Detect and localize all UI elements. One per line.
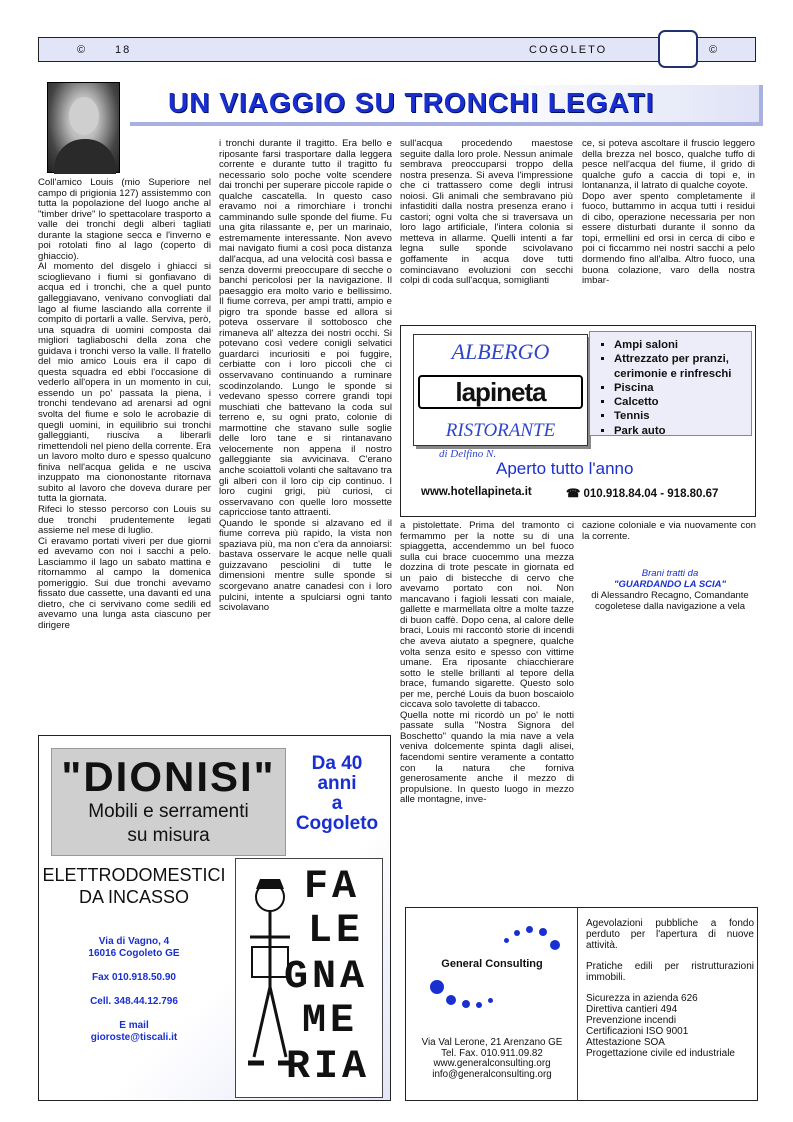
article-column-3b <box>400 521 574 806</box>
gc-email[interactable]: info@generalconsulting.org <box>432 1069 552 1081</box>
dionisi-name: "DIONISI" <box>61 753 276 800</box>
list-item: Direttiva cantieri 494 <box>586 1004 678 1015</box>
source-label: Brani tratti da <box>641 568 699 579</box>
albergo-phone: ☎ 010.918.84.04 - 918.80.67 <box>566 488 719 500</box>
article-title: UN VIAGGIO SU TRONCHI LEGATI <box>168 87 655 118</box>
open-all-year: Aperto tutto l'anno <box>496 459 634 478</box>
article-column-1 <box>38 178 211 632</box>
art-letters: ME <box>302 999 359 1044</box>
column-text: i tronchi durante il tragitto. Era bello e riposante farsi trasportare dalla leggera corrente e durante tutto il tragitto fu necessario solo poche volte scendere dai tronchi per superare piccole rapide o qualche cascatella. In questo caso eravamo noi a rimorchiare i tronchi camminando sulle sponde del fiume. Fu una gita rilassante e, per un marinaio, estremamente interessante. Non avevo mai navigato fiumi a così poca distanza dall'acqua, ad una velocità così bassa e senza dovermi preoccupare di secche o banchi pericolosi per la navigazione. Il paesaggio era molto vario e bellissimo. Il fiume correva, per ampi tratti, ampio e pigro tra sponde basse ed allora si poteva osservare il sottobosco che rimaneva all' altezza dei nostri occhi. Si potevano così vedere conigli selvatici guardarci incuriositi e poi fuggire, cerbiatte con i loro piccoli che ci osservavano continuando a ruminare scodinzolando. Lungo le sponde si vedevano spesso correre grandi topi muschiati che battevano la coda sul terreno e, su ogni prato, colonie di marmottine che stavano sulle soglie delle loro tane e si rintanavano velocemente non appena il nostro galleggiante sia avvicinava. C'erano anche scoiattoli volanti che saltavano tra gli alberi con il loro cip cip continuo. I loro cugini grigi, più curiosi, ci osservavano con quelle loro mossette capricciose tanto attraenti. Quando le sponde si alzavano ed il fiume correva più rapido, la vista non spaziava più, ma non c'era da annoiarsi: bastava osservare le acque nelle quali guizzavano pesciolini di tutte le dimensioni mentre sulle sponde si scorgevano anatre canadesi con i loro pulcini, intente a spulciarsi ogni tanto scivolavano <box>219 138 392 614</box>
email-label: E mail <box>119 1020 149 1031</box>
author-photo <box>47 82 120 173</box>
appliances-heading <box>39 864 229 908</box>
gc-address-line: Via Val Lerone, 21 Arenzano GE <box>421 1037 563 1048</box>
list-item: cerimonie e rinfreschi <box>614 367 732 380</box>
column-text: sull'acqua procedendo maestose seguite dalla loro prole. Nessun animale sembrava preoccuparsi troppo della nostra presenza. Si aveva l'impressione che ci trattassero come degli intrusi noiosi. Gli animali che sembravano più infastiditi dalla nostra presenza erano i castori; ogni volta che si traversava un loro lago artificiale, l'intera colonia si metteva in allarme. Quelli intenti a far legna sulle sponde scivolavano goffamente in acqua dove tutti cominciavano evoluzioni con secchi colpi di coda sull'acqua, somiglianti <box>400 138 573 287</box>
source-author: di Alessandro Recagno, Comandante cogoletese dalla navigazione a vela <box>591 590 749 612</box>
art-letters: RIA <box>286 1045 371 1090</box>
list-item: ▪ Piscina <box>614 381 747 395</box>
dionisi-years <box>287 754 387 834</box>
page-number: 18 <box>115 44 132 56</box>
art-letters: GNA <box>284 955 369 1000</box>
list-item: Attestazione SOA <box>586 1037 665 1048</box>
dionisi-contact <box>49 936 219 1056</box>
page-header <box>38 37 756 62</box>
list-item: Certificazioni ISO 9001 <box>586 1026 689 1037</box>
column-text: cazione coloniale e via nuovamente con la corrente. <box>582 520 756 542</box>
albergo-top-text: ALBERGO <box>451 339 550 364</box>
general-consulting-ad <box>405 907 758 1101</box>
fax: Fax 010.918.50.90 <box>92 972 176 983</box>
header-decor-box <box>658 30 698 68</box>
gc-phone: Tel. Fax. 010.911.09.82 <box>441 1047 543 1059</box>
dionisi-sub1: Mobili e serramenti <box>88 801 249 822</box>
gc-paragraph: Pratiche edili per ristrutturazioni immobili. <box>586 961 754 983</box>
dionisi-sub2: su misura <box>127 825 210 846</box>
column-text: a pistolettate. Prima del tramonto ci fermammo per la notte su di una spiaggetta, accendemmo un bel fuoco sulla cui brace cuocemmo una mezza dozzina di trote pescate in giornata ed un paio di bistecche di cervo che avevamo portato con noi. Non mancavano i fagioli lessati con maiale, gallette e marmellata oltre a molte tazze di buon caffè. Dopo cena, al calore delle braci, Louis mi raccontò storie di incendi che aveva aiutato a spegnere, qualche volta senza esito e spesso con vittime umane. Era riposante chiacchierare sotto le stelle brillanti al tepore della brace, fumando sigarette. Questo solo per me, perché Louis da buon boscaiolo ciccava solo tavolette di tabacco. Quella notte mi ricordò un po' le notti passate sulla "Nostra Signora del Boschetto" quando la mia nave a vela veniva dolcemente spinta dagli alisei, facendomi sentire veramente a contatto con la natura che forniva generosamente anche il mezzo di propulsione. In questo luogo in mezzo alle montagne, inve- <box>400 520 574 806</box>
list-item: Prevenzione incendi <box>586 1015 677 1026</box>
copyright-right: © <box>709 44 720 56</box>
copyright-left: © <box>77 44 88 56</box>
gc-services <box>586 918 754 1059</box>
years-line: Cogoleto <box>295 813 379 834</box>
albergo-ad <box>400 325 756 517</box>
address-line: 16016 Cogoleto GE <box>88 948 180 959</box>
gc-website[interactable]: www.generalconsulting.org <box>433 1058 551 1070</box>
gc-name: General Consulting <box>441 958 543 970</box>
article-column-3 <box>400 139 573 287</box>
article-column-4 <box>582 139 755 287</box>
albergo-logo <box>413 334 588 446</box>
article-source <box>582 568 758 612</box>
list-item: ▪ Calcetto <box>614 395 747 409</box>
title-banner <box>130 85 763 126</box>
list-item: ▪ Ampi saloni <box>614 338 747 352</box>
article-column-4b <box>582 521 756 542</box>
gc-logo-panel <box>406 908 578 1100</box>
list-item: Progettazione civile ed industriale <box>586 1048 735 1059</box>
list-item: ▪ Park auto <box>614 424 747 438</box>
address-line: Via di Vagno, 4 <box>98 936 170 947</box>
list-item: Sicurezza in azienda 626 <box>586 993 698 1004</box>
dionisi-ad <box>38 735 391 1101</box>
gc-paragraph: Agevolazioni pubbliche a fondo perduto per l'apertura di nuove attività. <box>586 918 754 951</box>
article-column-2 <box>219 139 392 614</box>
services-list <box>589 331 752 436</box>
header-title: COGOLETO <box>529 44 608 56</box>
art-letters: FA <box>304 865 361 910</box>
albergo-website[interactable]: www.hotellapineta.it <box>421 486 532 498</box>
art-letters: LE <box>308 909 365 954</box>
years-line: anni <box>317 773 357 794</box>
cell: Cell. 348.44.12.796 <box>90 996 178 1007</box>
lapineta-wordmark: lapineta <box>418 375 583 409</box>
ristorante-text: RISTORANTE <box>445 420 556 441</box>
gc-address <box>406 1038 578 1081</box>
email[interactable]: gioroste@tiscali.it <box>90 1032 178 1043</box>
column-text: ce, si poteva ascoltare il fruscio leggero della brezza nel bosco, qualche tuffo di pesce nell'acqua del fiume, il grido di qualche gufo a caccia di topi e, in lontananza, il latrato di qualche coyote. Dopo aver spento completamente il fuoco, buttammo in acqua tutti i residui di cibo, operazione necessaria per non essere disturbati durante il sonno da topi, ermellini ed orsi in cerca di cibo e poi ci ficcammo nei nostri sacchi a pelo dormendo fino all'alba. Altro fuoco, una buona colazione, varo della nostra imbar- <box>582 138 755 287</box>
falegnameria-illustration <box>235 858 383 1098</box>
appliances-line: ELETTRODOMESTICI <box>42 865 226 885</box>
list-item: ▪ Tennis <box>614 409 747 423</box>
years-line: Da 40 <box>311 753 363 774</box>
years-line: a <box>331 793 343 814</box>
list-item: ▪ Attrezzato per pranzi, <box>614 352 747 366</box>
column-text: Coll'amico Louis (mio Superiore nel campo di prigionia 127) assistemmo con tutta la popolazione del luogo anche al "timber drive" lo spettacolare trasporto a valle dei tronchi degli alberi tagliati durante la stagione secca e l'inverno e poi rotolati fino al lago (coperto di ghiaccio). Al momento del disgelo i ghiacci si scioglievano i fiumi si gonfiavano di acqua ed i tronchi, che a quel punto galleggiavano, venivano convogliati dal lago al fiume lasciando alla corrente il compito di portarli a valle. Serviva, però, una squadra di uomini composta dai migliori tagliaboschi della zona che guidava i tronchi verso la valle. Il fratello del mio amico Louis era il capo di questa squadra ed ebbi l'occasione di vederlo all'opera in un momento in cui, essendo un po' passata la piena, i tronchi tendevano ad arenarsi ad ogni svolta del fiume e solo le acrobazie di quegli uomini, in equilibrio sui tronchi galleggianti, riusciva a liberarli rimettendoli nel pieno della corrente. Era un lavoro molto duro e spesso qualcuno finiva nell'acqua gelida e ne usciva inzuppato ma ciononostante ritornava subito al lavoro che doveva durare per tutta la giornata. Rifeci lo stesso percorso con Louis su due tronchi prudentemente legati assieme nel mese di luglio. Ci eravamo portati viveri per due giorni ed avevamo con noi i sacchi a pelo. Lasciammo il lago un sabato mattina e ritornammo al campo la domenica pomeriggio. Sui due tronchi avevamo fissato due cassette, una davanti ed una dietro, che ci servivano come sedili ed avevamo una lunga asta ciascuno per dirigere <box>38 177 211 631</box>
gc-service-list <box>586 993 754 1059</box>
albergo-owner: di Delfino N. <box>439 448 497 460</box>
appliances-line: DA INCASSO <box>78 887 190 907</box>
dionisi-logo <box>51 748 286 856</box>
source-book: "GUARDANDO LA SCIA" <box>613 579 727 590</box>
